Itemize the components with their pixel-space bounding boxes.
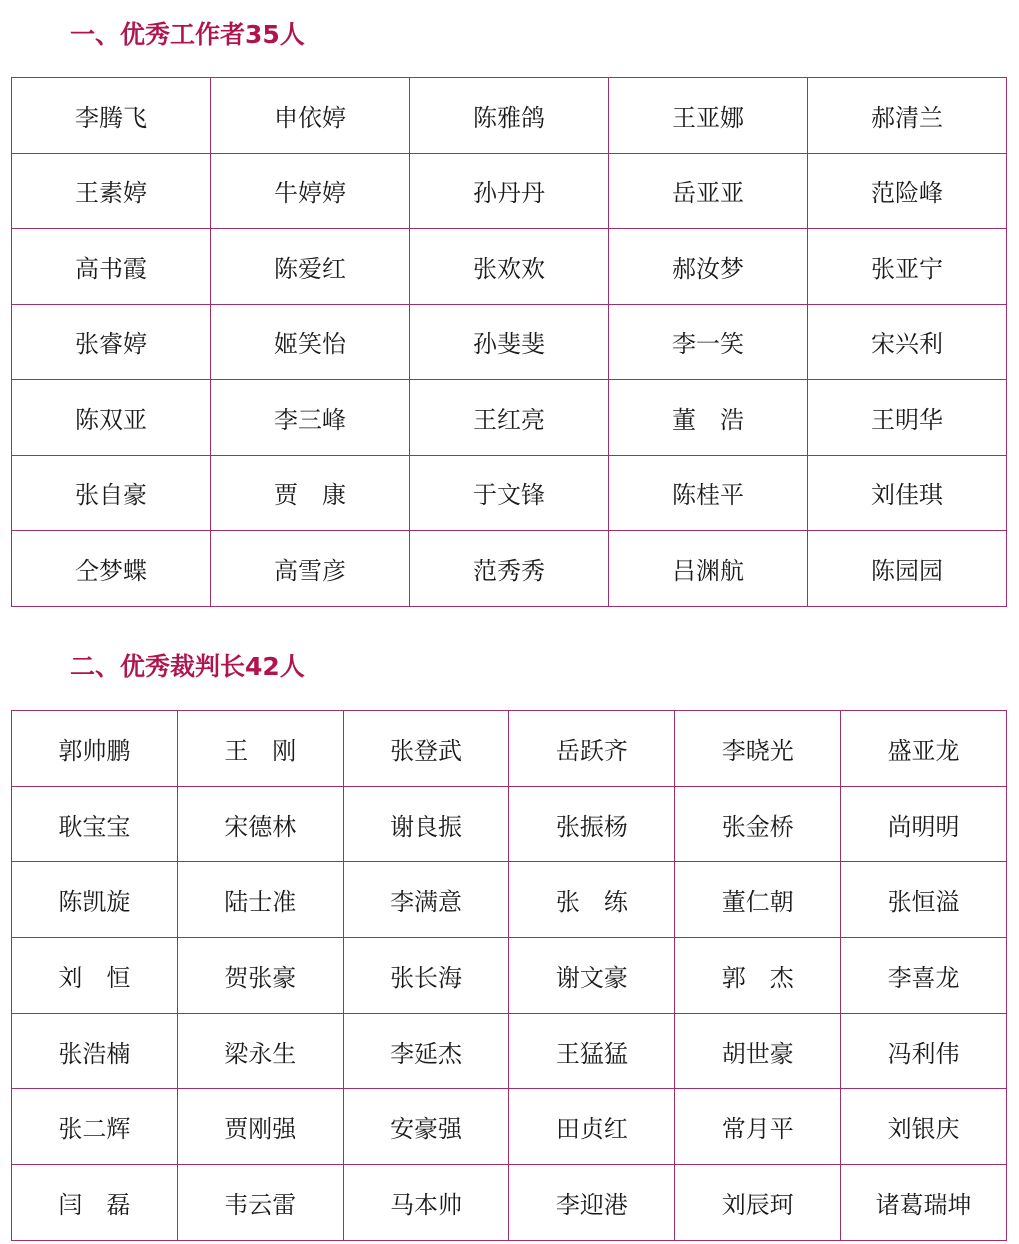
name-cell: 谢良振 <box>343 786 509 862</box>
name-cell: 张恒溢 <box>841 862 1007 938</box>
section-title-outstanding-workers: 一、优秀工作者35人 <box>70 20 305 49</box>
table-row <box>12 531 1007 607</box>
name-cell: 贾刚强 <box>177 1089 343 1165</box>
name-cell: 胡世豪 <box>675 1013 841 1089</box>
name-cell: 宋兴利 <box>808 304 1007 380</box>
name-cell: 常月平 <box>675 1089 841 1165</box>
name-cell: 陈双亚 <box>12 380 211 456</box>
name-cell: 刘辰珂 <box>675 1165 841 1241</box>
name-cell: 安豪强 <box>343 1089 509 1165</box>
name-cell: 李腾飞 <box>12 78 211 154</box>
table-row <box>12 304 1007 380</box>
name-cell: 陈雅鸽 <box>410 78 609 154</box>
name-cell: 陈爱红 <box>211 229 410 305</box>
name-cell: 贺张豪 <box>177 938 343 1014</box>
name-cell: 郭帅鹏 <box>12 711 178 787</box>
name-cell: 郝汝梦 <box>609 229 808 305</box>
name-cell: 范险峰 <box>808 153 1007 229</box>
name-cell: 李三峰 <box>211 380 410 456</box>
name-cell: 李喜龙 <box>841 938 1007 1014</box>
name-cell: 申依婷 <box>211 78 410 154</box>
outstanding-workers-table <box>11 77 1007 607</box>
name-cell: 岳亚亚 <box>609 153 808 229</box>
name-cell: 王明华 <box>808 380 1007 456</box>
name-cell: 张长海 <box>343 938 509 1014</box>
name-cell: 吕渊航 <box>609 531 808 607</box>
name-cell: 王亚娜 <box>609 78 808 154</box>
table-row <box>12 711 1007 787</box>
name-cell: 张振杨 <box>509 786 675 862</box>
name-cell: 刘银庆 <box>841 1089 1007 1165</box>
name-cell: 陈园园 <box>808 531 1007 607</box>
name-cell: 耿宝宝 <box>12 786 178 862</box>
name-cell: 孙斐斐 <box>410 304 609 380</box>
name-cell: 牛婷婷 <box>211 153 410 229</box>
name-cell: 李晓光 <box>675 711 841 787</box>
name-cell: 贾 康 <box>211 455 410 531</box>
name-cell: 张亚宁 <box>808 229 1007 305</box>
name-cell: 谢文豪 <box>509 938 675 1014</box>
name-cell: 张自豪 <box>12 455 211 531</box>
name-cell: 张金桥 <box>675 786 841 862</box>
name-cell: 李迎港 <box>509 1165 675 1241</box>
name-cell: 董仁朝 <box>675 862 841 938</box>
name-cell: 郭 杰 <box>675 938 841 1014</box>
name-cell: 王猛猛 <box>509 1013 675 1089</box>
table-row <box>12 1013 1007 1089</box>
name-cell: 范秀秀 <box>410 531 609 607</box>
table-row <box>12 786 1007 862</box>
name-cell: 孙丹丹 <box>410 153 609 229</box>
table-row <box>12 78 1007 154</box>
name-cell: 于文锋 <box>410 455 609 531</box>
table-row <box>12 380 1007 456</box>
name-cell: 郝清兰 <box>808 78 1007 154</box>
name-cell: 田贞红 <box>509 1089 675 1165</box>
name-cell: 刘 恒 <box>12 938 178 1014</box>
name-cell: 闫 磊 <box>12 1165 178 1241</box>
name-cell: 张二辉 <box>12 1089 178 1165</box>
name-cell: 陆士准 <box>177 862 343 938</box>
table-row <box>12 153 1007 229</box>
table-row <box>12 229 1007 305</box>
table-row <box>12 455 1007 531</box>
name-cell: 张浩楠 <box>12 1013 178 1089</box>
name-cell: 张睿婷 <box>12 304 211 380</box>
name-cell: 李延杰 <box>343 1013 509 1089</box>
name-cell: 冯利伟 <box>841 1013 1007 1089</box>
name-cell: 陈凯旋 <box>12 862 178 938</box>
name-cell: 马本帅 <box>343 1165 509 1241</box>
name-cell: 姬笑怡 <box>211 304 410 380</box>
name-cell: 韦云雷 <box>177 1165 343 1241</box>
name-cell: 董 浩 <box>609 380 808 456</box>
name-cell: 岳跃齐 <box>509 711 675 787</box>
name-cell: 尚明明 <box>841 786 1007 862</box>
name-cell: 陈桂平 <box>609 455 808 531</box>
name-cell: 刘佳琪 <box>808 455 1007 531</box>
name-cell: 高书霞 <box>12 229 211 305</box>
name-cell: 宋德林 <box>177 786 343 862</box>
name-cell: 李满意 <box>343 862 509 938</box>
name-cell: 王红亮 <box>410 380 609 456</box>
outstanding-chief-referees-table <box>11 710 1007 1241</box>
name-cell: 诸葛瑞坤 <box>841 1165 1007 1241</box>
name-cell: 王 刚 <box>177 711 343 787</box>
section-title-outstanding-chief-referees: 二、优秀裁判长42人 <box>70 652 305 681</box>
name-cell: 盛亚龙 <box>841 711 1007 787</box>
name-cell: 王素婷 <box>12 153 211 229</box>
name-cell: 高雪彦 <box>211 531 410 607</box>
name-cell: 梁永生 <box>177 1013 343 1089</box>
name-cell: 仝梦蝶 <box>12 531 211 607</box>
name-cell: 李一笑 <box>609 304 808 380</box>
name-cell: 张登武 <box>343 711 509 787</box>
table-row <box>12 862 1007 938</box>
name-cell: 张欢欢 <box>410 229 609 305</box>
name-cell: 张 练 <box>509 862 675 938</box>
table-row <box>12 938 1007 1014</box>
table-row <box>12 1089 1007 1165</box>
table-row <box>12 1165 1007 1241</box>
